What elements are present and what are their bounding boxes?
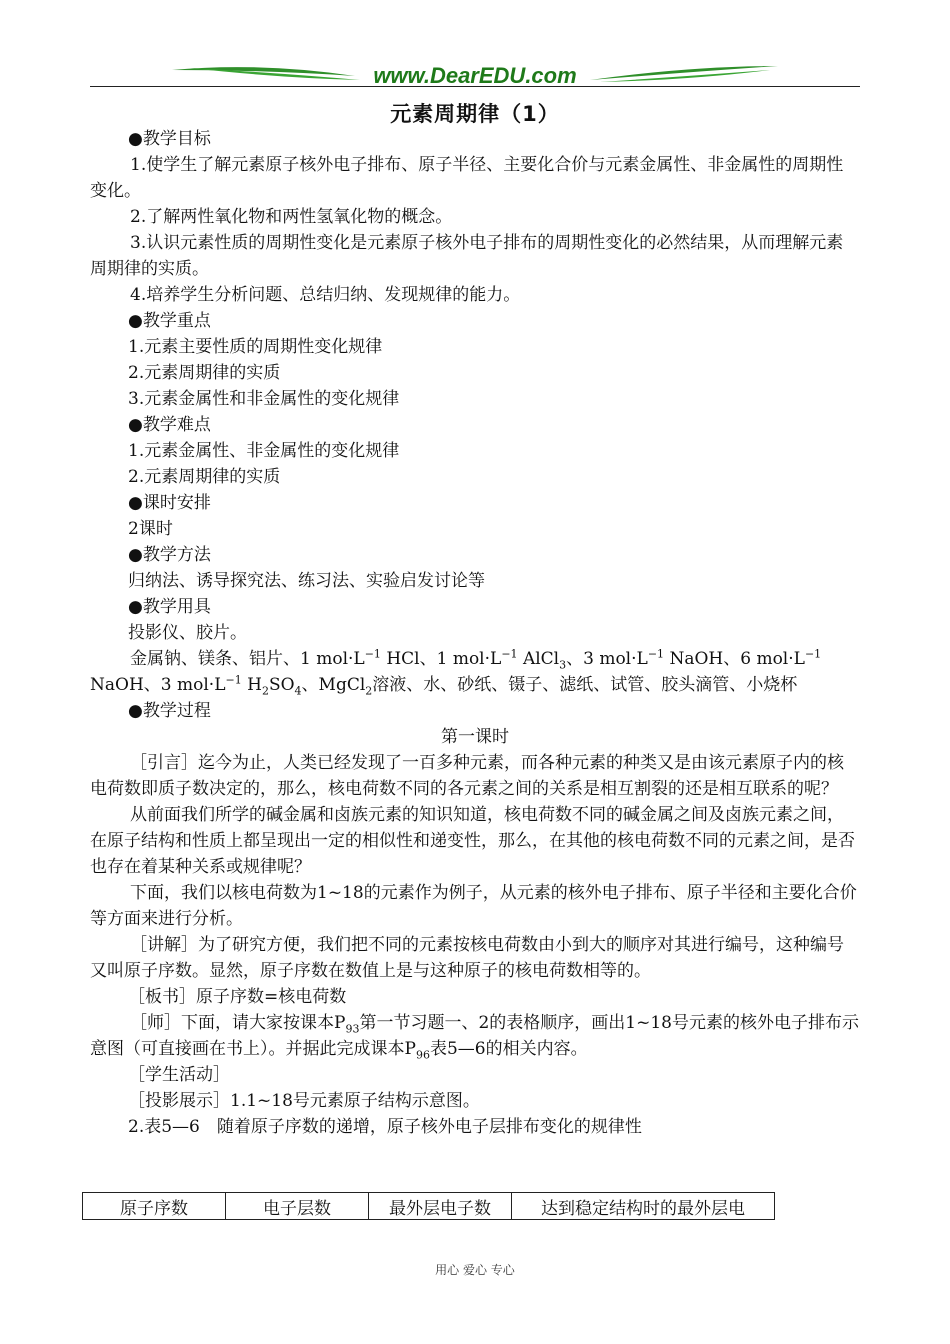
table-header-cell: 原子序数 <box>83 1193 226 1220</box>
page-subscript: 93 <box>345 1022 360 1036</box>
page-title: 元素周期律（1） <box>390 102 560 126</box>
table-header-cell: 达到稳定结构时的最外层电 <box>512 1193 775 1220</box>
table-header-cell: 电子层数 <box>226 1193 369 1220</box>
page-subscript: 96 <box>415 1048 430 1062</box>
unit-exponent: −1 <box>364 647 381 661</box>
tools-heading: ●教学用具 <box>128 597 211 617</box>
unit-exponent: −1 <box>647 647 665 661</box>
unit-exponent: −1 <box>501 647 518 661</box>
materials-text: H <box>241 675 262 695</box>
key-points-heading: ●教学重点 <box>128 311 211 331</box>
goal-item: 2.了解两性氧化物和两性氢氧化物的概念。 <box>130 207 453 227</box>
lecture-paragraph: ［讲解］为了研究方便，我们把不同的元素按核电荷数由小到大的顺序对其进行编号，这种编号又叫原子序数。显然，原子序数在数值上是与这种原子的核电荷数相等的。 <box>90 935 844 981</box>
teacher-text: ［师］下面，请大家按课本P <box>130 1013 346 1033</box>
unit-exponent: −1 <box>225 673 242 687</box>
unit-exponent: −1 <box>804 647 822 661</box>
board-note: ［板书］原子序数=核电荷数 <box>128 987 347 1007</box>
teacher-text: 表5—6的相关内容。 <box>429 1039 588 1059</box>
materials-text: AlCl <box>517 649 560 669</box>
goal-item: 1.使学生了解元素原子核外电子排布、原子半径、主要化合价与元素金属性、非金属性的周期性变化。 <box>90 155 844 201</box>
tools-materials <box>90 646 860 698</box>
methods-text: 归纳法、诱导探究法、练习法、实验启发讨论等 <box>128 571 485 591</box>
student-activity: ［学生活动］ <box>128 1065 230 1085</box>
difficulty-item: 1.元素金属性、非金属性的变化规律 <box>128 441 400 461</box>
body-paragraph: 下面，我们以核电荷数为1~18的元素作为例子，从元素的核外电子排布、原子半径和主要化合价等方面来进行分析。 <box>90 883 857 929</box>
table-caption: 2.表5—6 随着原子序数的递增，原子核外电子层排布变化的规律性 <box>128 1117 642 1137</box>
schedule-text: 2课时 <box>128 519 173 539</box>
formula-subscript: 2 <box>365 684 373 698</box>
page-footer: 用心 爱心 专心 <box>435 1263 515 1277</box>
goal-item: 4.培养学生分析问题、总结归纳、发现规律的能力。 <box>130 285 521 305</box>
difficulty-item: 2.元素周期律的实质 <box>128 467 281 487</box>
dearedu-logo: www.DearEDU.com <box>373 63 577 88</box>
materials-text: 溶液、水、砂纸、镊子、滤纸、试管、胶头滴管、小烧杯 <box>372 675 798 695</box>
table-header-row <box>83 1193 775 1220</box>
materials-text: HCl、1 mol·L <box>380 649 502 669</box>
header-rule <box>90 86 860 87</box>
key-point-item: 3.元素金属性和非金属性的变化规律 <box>128 389 400 409</box>
formula-subscript: 2 <box>261 684 269 698</box>
materials-text: NaOH、6 mol·L <box>664 649 805 669</box>
table-header-cell: 最外层电子数 <box>369 1193 512 1220</box>
intro-paragraph: ［引言］迄今为止，人类已经发现了一百多种元素，而各种元素的种类又是由该元素原子内的核电荷数即质子数决定的，那么，核电荷数不同的各元素之间的关系是相互割裂的还是相互联系的呢？ <box>90 753 844 799</box>
materials-text: SO <box>268 675 295 695</box>
difficulties-heading: ●教学难点 <box>128 415 211 435</box>
process-heading: ●教学过程 <box>128 701 211 721</box>
teacher-text: 第一节习题一、2的表格顺序，画出1~18号元素的核外电子排布示意图（可直接画在书上）。并据此完成课本P <box>90 1013 859 1059</box>
lesson-content <box>90 126 860 1140</box>
schedule-heading: ●课时安排 <box>128 493 211 513</box>
lesson-title: 第一课时 <box>441 727 509 747</box>
materials-text: 金属钠、镁条、铝片、1 mol·L <box>130 649 365 669</box>
materials-text: 、3 mol·L <box>566 649 648 669</box>
body-paragraph: 从前面我们所学的碱金属和卤族元素的知识知道，核电荷数不同的碱金属之间及卤族元素之间，在原子结构和性质上都呈现出一定的相似性和递变性，那么，在其他的核电荷数不同的元素之间，是否也存在着某种关系或规律呢？ <box>90 805 855 877</box>
key-point-item: 2.元素周期律的实质 <box>128 363 281 383</box>
key-point-item: 1.元素主要性质的周期性变化规律 <box>128 337 383 357</box>
formula-subscript: 4 <box>294 684 302 698</box>
materials-text: 、MgCl <box>301 675 366 695</box>
materials-text: NaOH、3 mol·L <box>90 675 226 695</box>
teacher-paragraph <box>90 1010 860 1062</box>
formula-subscript: 3 <box>559 658 567 672</box>
projection-note: ［投影展示］1.1~18号元素原子结构示意图。 <box>128 1091 480 1111</box>
tools-projector: 投影仪、胶片。 <box>128 623 247 643</box>
electron-table <box>82 1192 775 1220</box>
goals-heading: ●教学目标 <box>128 129 211 149</box>
methods-heading: ●教学方法 <box>128 545 211 565</box>
goal-item: 3.认识元素性质的周期性变化是元素原子核外电子排布的周期性变化的必然结果，从而理解元素周期律的实质。 <box>90 233 844 279</box>
